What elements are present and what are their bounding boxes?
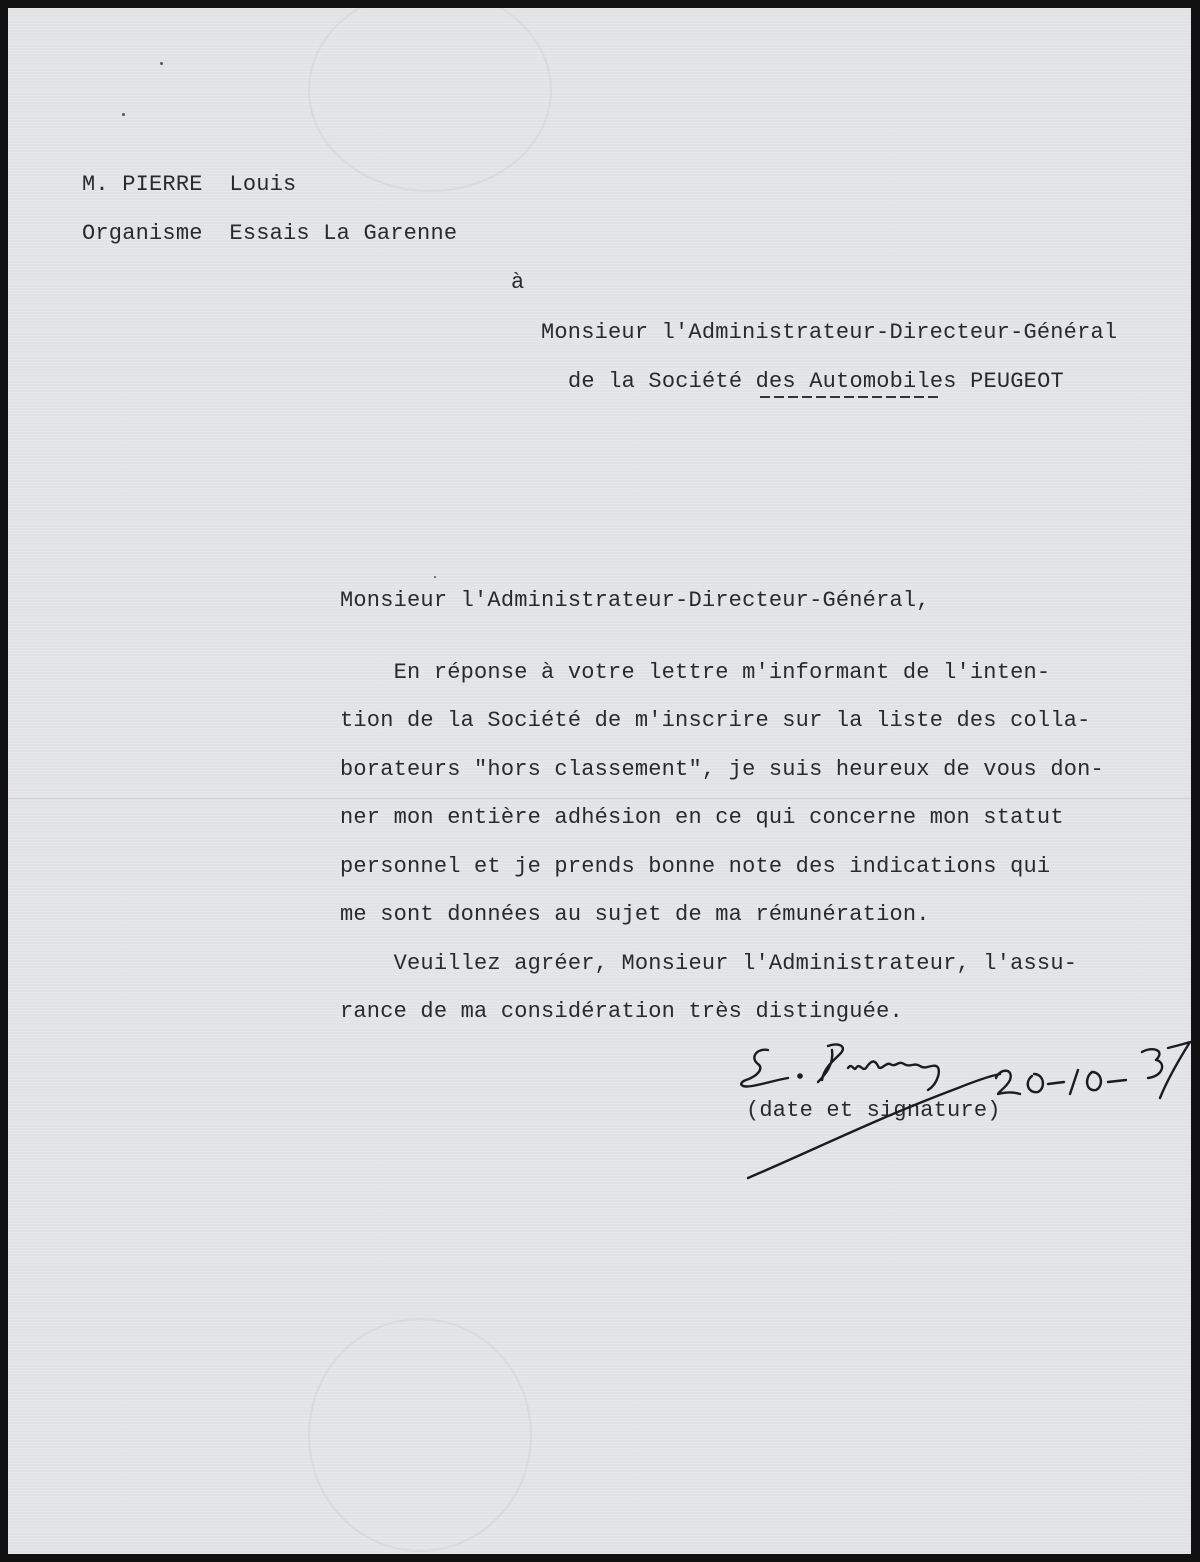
body-line: rance de ma considération très distinguée. (340, 999, 903, 1024)
handwritten-signature-and-date (728, 1028, 1191, 1198)
ink-speck (160, 62, 163, 65)
body-line: me sont données au sujet de ma rémunération. (340, 902, 930, 927)
recipient-prefix: à (511, 270, 525, 295)
watermark-bottom (308, 1318, 532, 1552)
ink-speck (434, 576, 436, 578)
ink-speck (122, 113, 125, 116)
watermark-top (308, 8, 552, 192)
body-line: Veuillez agréer, Monsieur l'Administrateur, l'assu- (340, 951, 1078, 976)
recipient-title: Monsieur l'Administrateur-Directeur-Général (541, 320, 1118, 345)
body-line: ner mon entière adhésion en ce qui concerne mon statut (340, 805, 1064, 830)
body-line: borateurs "hors classement", je suis heureux de vous don- (340, 757, 1104, 782)
salutation: Monsieur l'Administrateur-Directeur-Général, (340, 588, 930, 613)
recipient-company: de la Société des Automobiles PEUGEOT (568, 369, 1064, 394)
paper-fold (8, 798, 1191, 799)
body-line: tion de la Société de m'inscrire sur la liste des colla- (340, 708, 1091, 733)
body-line: En réponse à votre lettre m'informant de l'inten- (340, 660, 1051, 685)
body-line: personnel et je prends bonne note des indications qui (340, 854, 1051, 879)
letter-page (8, 8, 1191, 1554)
underline-dashes (760, 396, 938, 398)
sender-name: M. PIERRE Louis (82, 172, 297, 197)
signature-caption: (date et signature) (746, 1098, 1001, 1123)
sender-organisation: Organisme Essais La Garenne (82, 221, 458, 246)
